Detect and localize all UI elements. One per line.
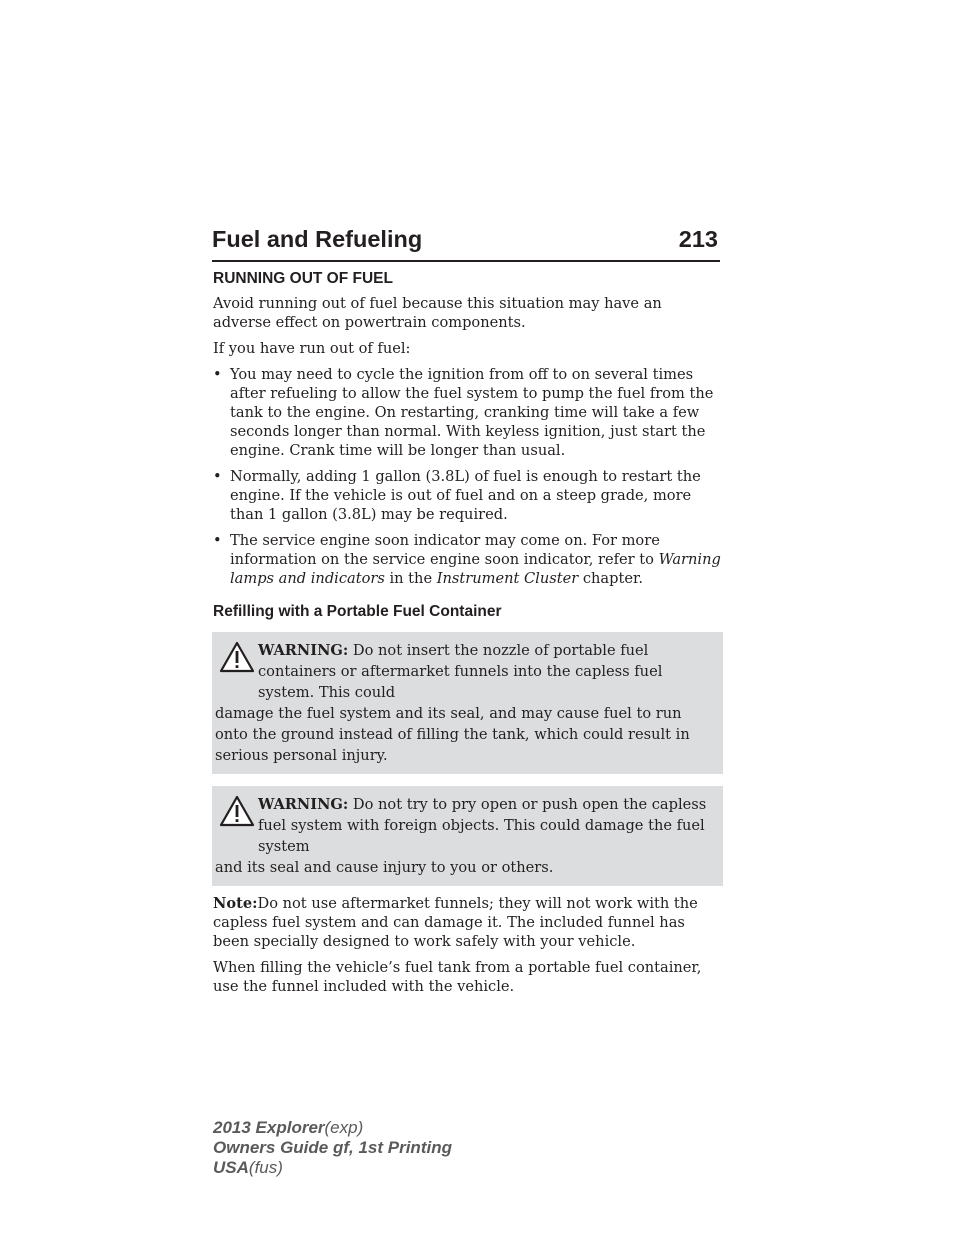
bullet-dot: • <box>213 468 222 485</box>
page-header <box>212 226 720 262</box>
page-number: 213 <box>678 226 718 252</box>
chapter-title: Fuel and Refueling <box>212 226 423 252</box>
footer-market: USA <box>213 1158 249 1177</box>
list-item: • Normally, adding 1 gallon (3.8L) of fuel is enough to restart the engine. If the vehicle is out of fuel and on a steep grade, more than 1 gallon (3.8L) may be required. <box>213 468 701 523</box>
note-paragraph <box>213 894 723 951</box>
footer-model-code: (exp) <box>324 1118 364 1137</box>
bullet-dot: • <box>213 366 222 383</box>
warning-text: Do not insert the nozzle of portable fuel containers or aftermarket funnels into the capless fuel system. This could <box>258 642 663 701</box>
warning-text-continued: damage the fuel system and its seal, and may cause fuel to run onto the ground instead of filling the tank, which could result in serious personal injury. <box>215 705 690 764</box>
print-footer <box>213 1118 452 1178</box>
cross-reference-link[interactable]: Warning lamps and indicators <box>230 551 721 587</box>
subsection-heading: Refilling with a Portable Fuel Container <box>213 603 502 620</box>
footer-guide: Owners Guide gf, 1st Printing <box>213 1138 452 1157</box>
closing-paragraph: When filling the vehicle’s fuel tank from a portable fuel container, use the funnel included with the vehicle. <box>213 959 702 995</box>
warning-text-continued: and its seal and cause injury to you or others. <box>215 859 554 876</box>
warning-label: WARNING: <box>258 642 349 659</box>
page-content <box>213 269 723 1003</box>
bullet-list <box>213 365 723 588</box>
bullet-dot: • <box>213 532 222 549</box>
list-item: • The service engine soon indicator may come on. For more information on the service engine soon indicator, refer to Warning lamps and indicators in the Instrument Cluster chapter. <box>213 532 721 587</box>
intro-paragraph: Avoid running out of fuel because this situation may have an adverse effect on powertrain components. <box>213 295 662 331</box>
lead-paragraph: If you have run out of fuel: <box>213 340 411 357</box>
list-item: • You may need to cycle the ignition from off to on several times after refueling to allow the fuel system to pump the fuel from the tank to the engine. On restarting, cranking time will take a few seconds longer than normal. With keyless ignition, just start the engine. Crank time will be longer than usual. <box>213 366 714 459</box>
section-heading: RUNNING OUT OF FUEL <box>213 270 393 287</box>
footer-market-code: (fus) <box>248 1158 283 1177</box>
note-text: Do not use aftermarket funnels; they will not work with the capless fuel system and can damage it. The included funnel has been specially designed to work safely with your vehicle. <box>213 895 698 950</box>
warning-label: WARNING: <box>258 796 349 813</box>
warning-triangle-icon <box>219 641 255 673</box>
warning-box <box>212 632 723 774</box>
chapter-reference[interactable]: Instrument Cluster <box>436 570 579 587</box>
warning-box <box>212 786 723 886</box>
note-label: Note: <box>213 895 258 912</box>
warning-triangle-icon <box>219 795 255 827</box>
warning-text: Do not try to pry open or push open the capless fuel system with foreign objects. This could damage the fuel system <box>258 796 707 855</box>
footer-model: 2013 Explorer <box>213 1118 325 1137</box>
